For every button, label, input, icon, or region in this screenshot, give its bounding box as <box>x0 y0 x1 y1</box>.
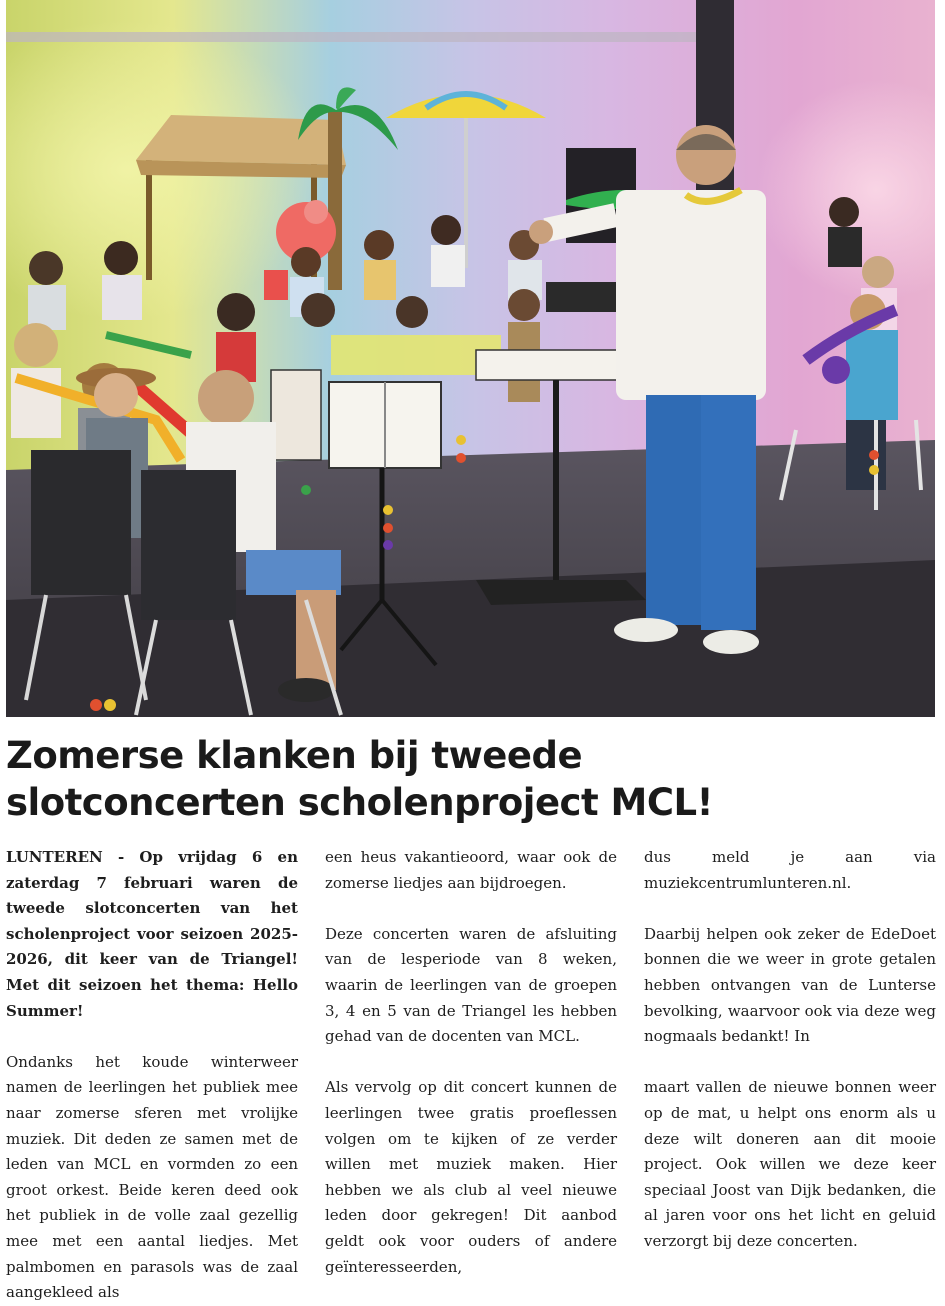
body-paragraph: maart vallen de nieuwe bonnen weer op de mat, u helpt ons enorm als u deze wilt doneren aan dit mooie project. Ook willen we deze keer speciaal Joost van Dijk bedanken, die al jaren voor ons het licht en geluid verzorgt bij deze concerten. <box>644 1078 936 1250</box>
headline-line-1: Zomerse klanken bij tweede <box>6 734 583 777</box>
body-paragraph: Daarbij helpen ook zeker de EdeDoet bonnen die we weer in grote getalen hebben ontvangen van de Lunterse bevolking, waarvoor ook via deze weg nogmaals bedankt! In <box>644 924 936 1046</box>
article-photo <box>6 0 935 717</box>
body-paragraph: Als vervolg op dit concert kunnen de leerlingen twee gratis proeflessen volgen om te kijken of ze verder willen met muziek maken. Hier hebben we als club al veel nieuwe leden door gekregen! Dit aanbod geldt ook voor ouders of andere geïnteresseerden, <box>325 1078 617 1276</box>
article-column-1 <box>6 845 298 1306</box>
article-headline <box>6 732 936 826</box>
body-paragraph: een heus vakantieoord, waar ook de zomerse liedjes aan bijdroegen. <box>325 848 617 892</box>
body-paragraph: Ondanks het koude winterweer namen de leerlingen het publiek mee naar zomerse sferen met vrolijke muziek. Dit deden ze samen met de leden van MCL en vormden zo een groot orkest. Beide keren deed ook het publiek in de volle zaal gezellig mee met een aantal liedjes. Met palmbomen en parasols was de zaal aangekleed als <box>6 1052 298 1302</box>
article-column-2 <box>325 845 617 1280</box>
concert-photo-illustration <box>6 0 935 717</box>
article-column-3 <box>644 845 936 1255</box>
body-paragraph: Deze concerten waren de afsluiting van de lesperiode van 8 weken, waarin de leerlingen van de groepen 3, 4 en 5 van de Triangel les hebben gehad van de docenten van MCL. <box>325 924 617 1046</box>
headline-line-2: slotconcerten scholenproject MCL! <box>6 781 713 824</box>
lead-paragraph: LUNTEREN - Op vrijdag 6 en zaterdag 7 februari waren de tweede slotconcerten van het scholenproject voor seizoen 2025-2026, dit keer van de Triangel! Met dit seizoen het thema: Hello Summer! <box>6 848 298 1020</box>
body-paragraph: dus meld je aan via muziekcentrumlunteren.nl. <box>644 848 936 892</box>
